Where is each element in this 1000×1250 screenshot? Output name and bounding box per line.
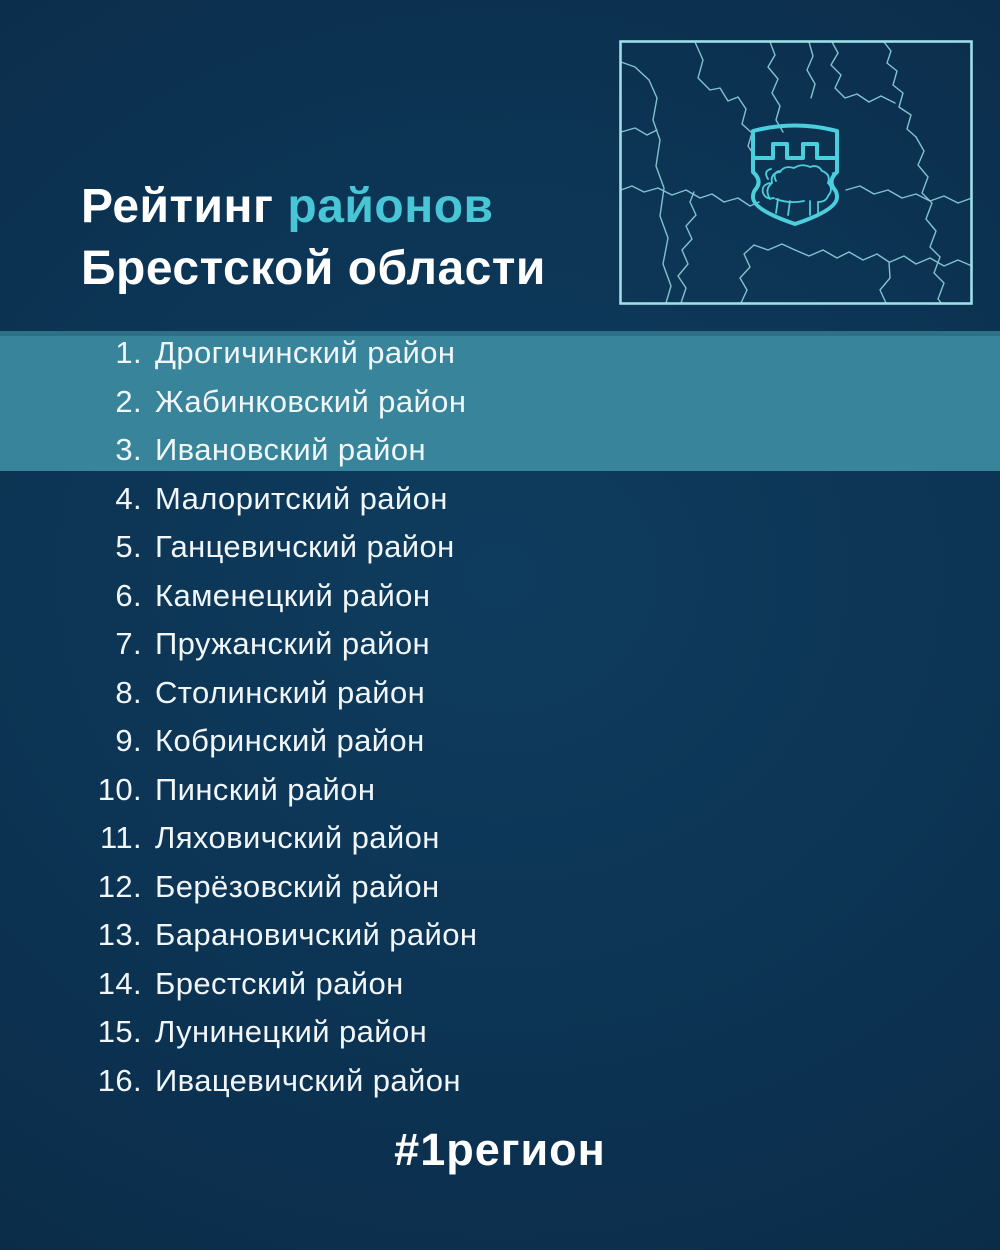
title-word-districts: районов [287, 180, 494, 233]
rank-number: 13. [97, 917, 142, 953]
list-item [0, 378, 1000, 427]
rank-number: 9. [115, 723, 142, 759]
map-frame [621, 42, 972, 304]
district-name: Дрогичинский район [155, 335, 456, 371]
rank-number: 5. [115, 529, 142, 565]
title-word-rating: Рейтинг [81, 180, 274, 233]
district-name: Берёзовский район [155, 868, 440, 904]
rank-number: 3. [115, 432, 142, 468]
list-item [0, 329, 1000, 378]
list-item [0, 1008, 1000, 1057]
district-name: Жабинковский район [155, 383, 467, 419]
rank-number: 6. [115, 577, 142, 613]
rank-number: 2. [115, 383, 142, 419]
list-item [0, 572, 1000, 621]
district-name: Столинский район [155, 674, 426, 710]
district-name: Пинский район [155, 771, 376, 807]
district-name: Ганцевичский район [155, 529, 455, 565]
rank-number: 10. [97, 771, 142, 807]
district-name: Брестский район [155, 965, 404, 1001]
rank-number: 14. [97, 965, 142, 1001]
district-name: Кобринский район [155, 723, 425, 759]
rank-number: 1. [115, 335, 142, 371]
rank-number: 11. [100, 820, 142, 856]
list-item [0, 717, 1000, 766]
list-item [0, 766, 1000, 815]
title-line2: Брестской области [81, 242, 546, 295]
district-name: Лунинецкий район [155, 1014, 428, 1050]
coat-of-arms-icon [753, 126, 837, 225]
district-name: Каменецкий район [155, 577, 431, 613]
title-line1 [81, 180, 494, 233]
rank-number: 12. [97, 868, 142, 904]
district-name: Барановичский район [155, 917, 478, 953]
rank-number: 16. [97, 1062, 142, 1098]
list-item [0, 426, 1000, 475]
rank-number: 15. [97, 1014, 142, 1050]
district-name: Ивановский район [155, 432, 426, 468]
list-item [0, 863, 1000, 912]
list-item [0, 669, 1000, 718]
page-title [81, 176, 546, 300]
list-item [0, 911, 1000, 960]
list-item [0, 960, 1000, 1009]
list-item [0, 523, 1000, 572]
brest-region-map-icon [619, 40, 973, 305]
list-item [0, 475, 1000, 524]
rank-number: 7. [115, 626, 142, 662]
rank-number: 8. [115, 674, 142, 710]
list-item [0, 814, 1000, 863]
district-name: Ивацевичский район [155, 1062, 461, 1098]
list-item [0, 1057, 1000, 1106]
region-map [619, 40, 973, 305]
rank-number: 4. [115, 480, 142, 516]
district-name: Малоритский район [155, 480, 448, 516]
list-item [0, 620, 1000, 669]
district-name: Пружанский район [155, 626, 430, 662]
district-name: Ляховичский район [155, 820, 440, 856]
hashtag-text: #1регион [394, 1124, 606, 1175]
district-list [0, 329, 1000, 1105]
